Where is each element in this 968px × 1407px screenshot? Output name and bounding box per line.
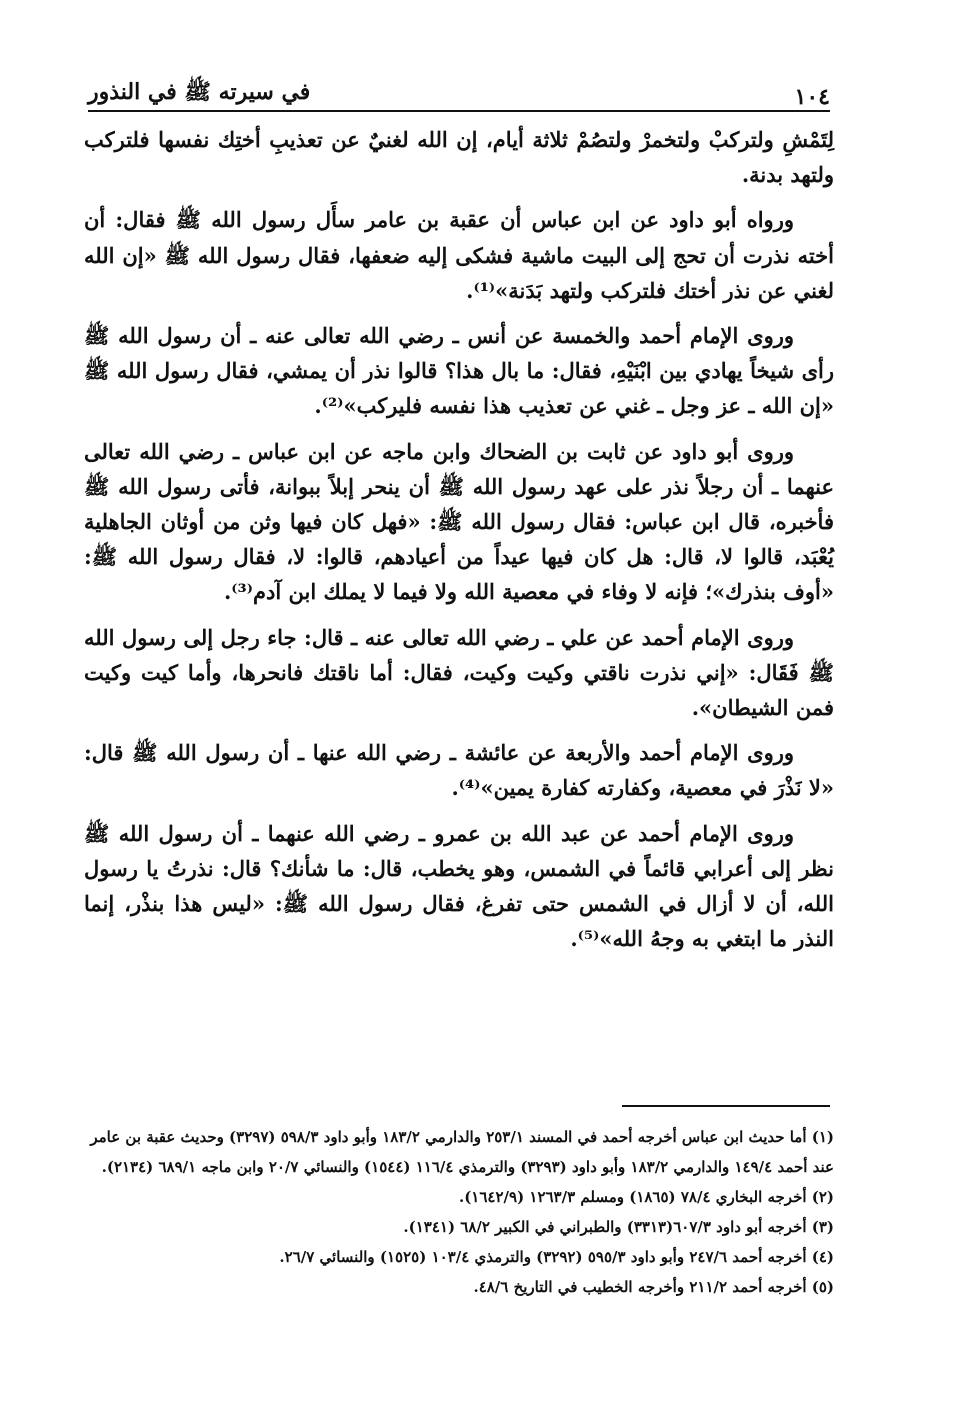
footnote: (٣) أخرجه أبو داود ٦٠٧/٣(٣٣١٣) والطبراني في الكبير ٦٨/٢ (١٣٤١). xyxy=(403,1218,834,1236)
paragraph: لِتَمْشِ ولتركبْ ولتخمرْ ولتصُمْ ثلاثة أيام، إن الله لغنيٌ عن تعذيبِ أختِك نفسها فلتركب ولتهد بدنة. xyxy=(84,127,834,188)
running-title: في سيرته ﷺ في النذور xyxy=(88,79,311,105)
paragraph: وروى أبو داود عن ثابت بن الضحاك وابن ماجه عن ابن عباس ـ رضي الله تعالى عنهما ـ أن رجلاً نذر على عهد رسول الله ﷺ أن ينحر إبلاً ببوانة، فأتى رسول الله ﷺ فأخبره، قال ابن عباس: فقال رسول الله ﷺ: «فهل كان فيها وثن من أوثان الجاهلية يُعْبَد، قالوا لا، قال: هل كان فيها عيداً من أعيادهم، قالوا: لا، فقال رسول الله ﷺ: «أوف بنذرك»؛ فإنه لا وفاء في معصية الله ولا فيما لا يملك ابن آدم⁽³⁾. xyxy=(84,438,834,605)
page-header xyxy=(88,70,830,110)
page-number: ١٠٤ xyxy=(794,84,830,110)
paragraph: وروى الإمام أحمد عن عبد الله بن عمرو ـ رضي الله عنهما ـ أن رسول الله ﷺ نظر إلى أعرابي قائماً في الشمس، وهو يخطب، قال: ما شأنك؟ قال: نذرتُ يا رسول الله، أن لا أزال في الشمس حتى تفرغ، فقال رسول الله ﷺ: «ليس هذا بنذْر، إنما النذر ما ابتغي به وجهُ الله»⁽⁵⁾. xyxy=(84,820,834,952)
paragraph: وروى الإمام أحمد والأربعة عن عائشة ـ رضي الله عنها ـ أن رسول الله ﷺ قال: «لا نَذْرَ في معصية، وكفارته كفارة يمين»⁽⁴⁾. xyxy=(84,740,834,801)
paragraph: وروى الإمام أحمد عن علي ـ رضي الله تعالى عنه ـ قال: جاء رجل إلى رسول الله ﷺ فَقَال: «إني نذرت ناقتي وكيت وكيت، فقال: أما ناقتك فانحرها، وأما كيت وكيت فمن الشيطان». xyxy=(84,624,834,721)
paragraph: ورواه أبو داود عن ابن عباس أن عقبة بن عامر سأَل رسول الله ﷺ فقال: أن أخته نذرت أن تحج إلى البيت ماشية فشكى إليه ضعفها، فقال رسول الله ﷺ «إن الله لغني عن نذر أختك فلتركب ولتهد بَدَنة»⁽¹⁾. xyxy=(84,207,834,303)
footnote: (١) أما حديث ابن عباس أخرجه أحمد في المسند ٢٥٣/١ والدارمي ١٨٣/٢ وأبو داود ٥٩٨/٣ (٣٢٩٧) وحديث عقبة بن عامر عند أحمد ١٤٩/٤ والدارمي ١٨٣/٢ وأبو داود (٣٢٩٣) والترمذي ١١٦/٤ (١٥٤٤) والنسائي ٢٠/٧ وابن ماجه ٦٨٩/١ (٢١٣٤). xyxy=(90,1128,834,1176)
footnote-divider xyxy=(622,1105,830,1107)
footnote: (٢) أخرجه البخاري ٧٨/٤ (١٨٦٥) ومسلم ١٢٦٣/٣ (١٦٤٢/٩). xyxy=(458,1188,834,1206)
header-divider xyxy=(88,110,830,112)
footnotes xyxy=(84,1122,834,1302)
paragraph: وروى الإمام أحمد والخمسة عن أنس ـ رضي الله تعالى عنه ـ أن رسول الله ﷺ رأى شيخاً يهادي بين ابْنَيْهِ، فقال: ما بال هذا؟ قالوا نذر أن يمشي، فقال رسول الله ﷺ «إن الله ـ عز وجل ـ غني عن تعذيب هذا نفسه فليركب»⁽²⁾. xyxy=(84,323,834,419)
footnote: (٤) أخرجه أحمد ٢٤٧/٦ وأبو داود ٥٩٥/٣ (٣٢٩٢) والترمذي ١٠٣/٤ (١٥٢٥) والنسائي ٢٦/٧. xyxy=(279,1248,834,1266)
footnote: (٥) أخرجه أحمد ٢١١/٢ وأخرجه الخطيب في التاريخ ٤٨/٦. xyxy=(473,1278,834,1296)
main-text xyxy=(84,122,834,966)
